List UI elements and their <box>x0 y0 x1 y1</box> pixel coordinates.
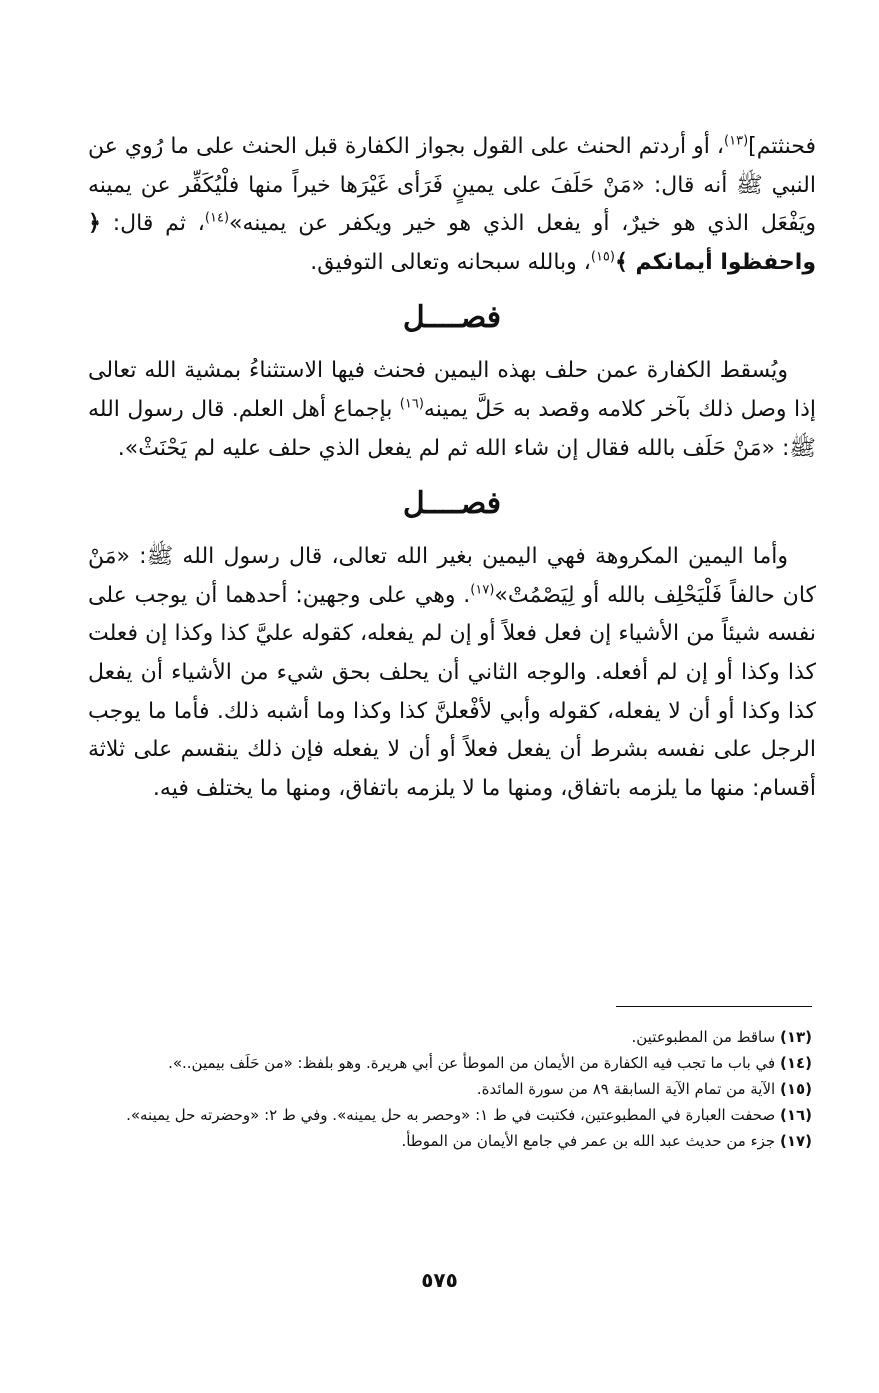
footnote-17 <box>100 1128 812 1154</box>
main-text <box>88 128 816 808</box>
footnote-number: (١٧) <box>779 1132 812 1150</box>
footnote-number: (١٥) <box>779 1080 812 1098</box>
footnote-ref-17[interactable]: (١٧) <box>470 582 495 598</box>
footnote-number: (١٦) <box>779 1106 812 1124</box>
footnote-number: (١٤) <box>779 1054 812 1072</box>
paragraph-2 <box>88 352 816 468</box>
paragraph-2-part-b: بإجماع أهل العلم. قال رسول الله ﷺ: «مَنْ حَلَف بالله فقال إن شاء الله ثم لم يفعل الذي حلف عليه لم يَحْنَثْ». <box>88 396 816 461</box>
page-number: ٥٧٥ <box>421 1268 458 1292</box>
footnote-15 <box>100 1076 812 1102</box>
footnote-number: (١٣) <box>779 1028 812 1046</box>
quran-verse: ﴿ واحفظوا أيمانكم ﴾ <box>88 211 816 275</box>
paragraph-1-part-a: فحنثتم] <box>748 134 816 159</box>
section-heading-1: فصــــل <box>402 300 502 336</box>
footnote-ref-16[interactable]: (١٦) <box>399 396 424 412</box>
paragraph-1-part-b: ، أو أردتم الحنث على القول بجواز الكفارة قبل الحنث على ما رُوي عن النبي ﷺ أنه قال: «مَنْ حَلَفَ على يمينٍ فَرَأى غَيْرَها خيراً منها فلْيُكَفِّر عن يمينه ويَفْعَل الذي هو خيرٌ، أو يفعل الذي هو خير ويكفر عن يمينه» <box>88 134 816 237</box>
footnote-text: صحفت العبارة في المطبوعتين، فكتبت في ط ١: «وحصر به حل يمينه». وفي ط ٢: «وحضرته حل يمينه». <box>126 1106 780 1124</box>
footnote-divider <box>616 1006 812 1007</box>
paragraph-3 <box>88 538 816 808</box>
paragraph-1 <box>88 128 816 282</box>
paragraph-1-part-d: ، وبالله سبحانه وتعالى التوفيق. <box>310 249 591 275</box>
footnote-14 <box>100 1050 812 1076</box>
paragraph-1-part-c: ، ثم قال: <box>100 211 205 237</box>
footnote-16 <box>100 1102 812 1128</box>
footnote-13 <box>100 1024 812 1050</box>
section-heading-2: فصــــل <box>402 486 502 522</box>
footnote-ref-14[interactable]: (١٤) <box>204 210 230 226</box>
footnote-text: جزء من حديث عبد الله بن عمر في جامع الأيمان من الموطأ. <box>401 1132 780 1150</box>
footnote-text: ساقط من المطبوعتين. <box>631 1028 780 1046</box>
paragraph-3-part-a: وأما اليمين المكروهة فهي اليمين بغير الله تعالى، قال رسول الله ﷺ: «مَنْ كان حالفاً فَلْيَحْلِف بالله أو لِيَصْمُتْ» <box>88 544 816 608</box>
footnote-text: في باب ما تجب فيه الكفارة من الأيمان من الموطأ عن أبي هريرة. وهو بلفظ: «من حَلَف بيمين..». <box>168 1054 780 1072</box>
paragraph-2-part-a: ويُسقط الكفارة عمن حلف بهذه اليمين فحنث فيها الاستثناءُ بمشية الله تعالى إذا وصل ذلك بآخر كلامه وقصد به حَلَّ يمينه <box>88 358 816 422</box>
footnote-ref-15[interactable]: (١٥) <box>590 249 615 265</box>
footnote-ref-13[interactable]: (١٣) <box>724 133 749 149</box>
footnotes <box>100 1024 812 1154</box>
footnote-text: الآية من تمام الآية السابقة ٨٩ من سورة المائدة. <box>476 1080 780 1098</box>
paragraph-3-part-b: . وهي على وجهين: أحدهما أن يوجب على نفسه شيئاً من الأشياء إن فعل فعلاً أو إن لم يفعله، كقوله عليَّ كذا وكذا إن فعلت كذا وكذا أو إن لم أفعله. والوجه الثاني أن يحلف بحق شيء من الأشياء أن يفعل كذا وكذا أو أن لا يفعله، كقوله وأبي لأفْعلنَّ كذا وكذا وما أشبه ذلك. فأما ما يوجب الرجل على نفسه بشرط أن يفعل فعلاً أو أن لا يفعله فإن ذلك ينقسم على ثلاثة أقسام: منها ما يلزمه باتفاق، ومنها ما لا يلزمه باتفاق، ومنها ما يختلف فيه. <box>88 582 816 801</box>
